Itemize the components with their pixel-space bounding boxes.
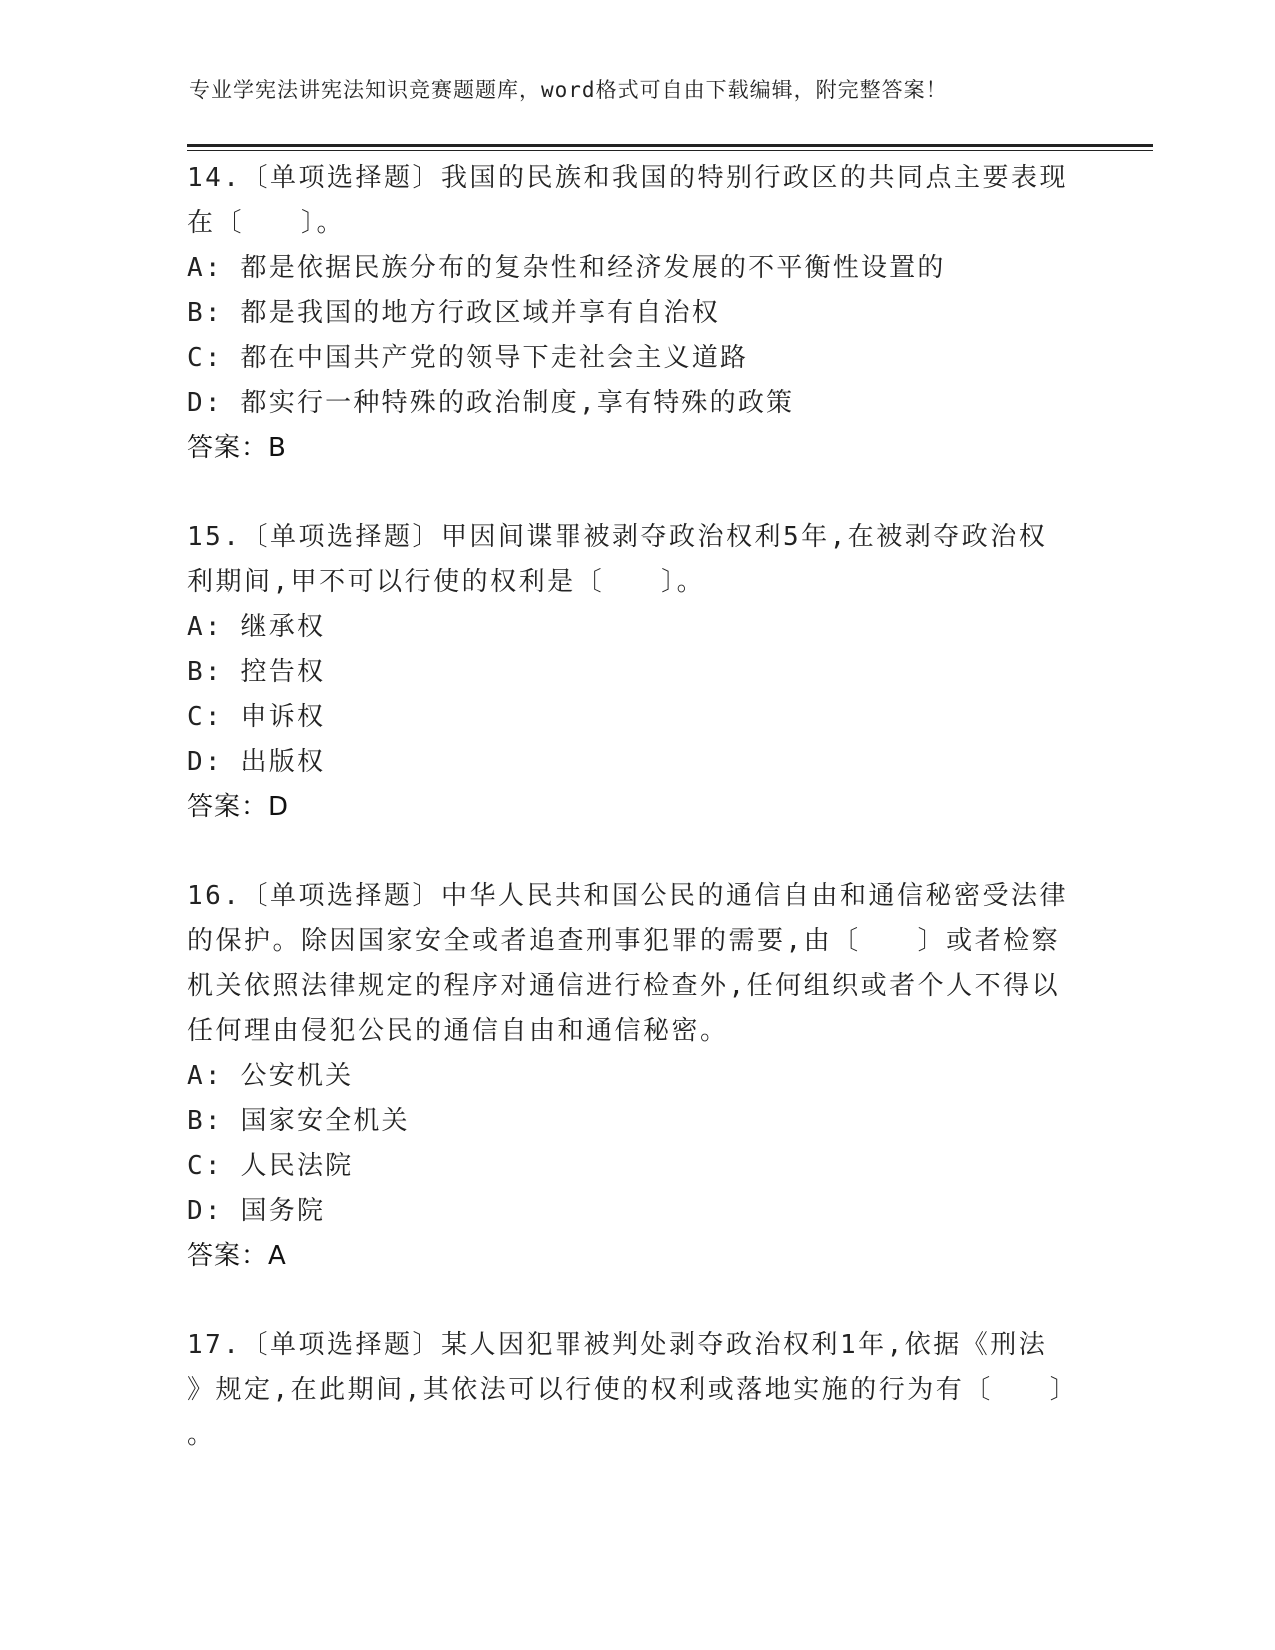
- option-d: D: 出版权: [187, 747, 326, 777]
- stem-line: 17.〔单项选择题〕某人因犯罪被判处剥夺政治权利1年,依据《刑法: [187, 1330, 1048, 1360]
- option-c: C: 都在中国共产党的领导下走社会主义道路: [187, 343, 749, 373]
- question-list: [187, 156, 1087, 1502]
- header-rule-thick: [187, 144, 1153, 147]
- option-a: A: 都是依据民族分布的复杂性和经济发展的不平衡性设置的: [187, 253, 946, 283]
- question-stem: [187, 874, 1087, 1054]
- answer-label: 答案：A: [187, 1241, 287, 1271]
- stem-line: 15.〔单项选择题〕甲因间谍罪被剥夺政治权利5年,在被剥夺政治权: [187, 522, 1048, 552]
- stem-line: 》规定,在此期间,其依法可以行使的权利或落地实施的行为有〔 〕: [187, 1375, 1079, 1405]
- stem-line: 16.〔单项选择题〕中华人民共和国公民的通信自由和通信秘密受法律: [187, 881, 1068, 911]
- stem-line: 任何理由侵犯公民的通信自由和通信秘密。: [187, 1016, 729, 1046]
- option-b: B: 国家安全机关: [187, 1106, 410, 1136]
- stem-line: 14.〔单项选择题〕我国的民族和我国的特别行政区的共同点主要表现: [187, 163, 1068, 193]
- page-header: 专业学宪法讲宪法知识竞赛题题库，word格式可自由下载编辑，附完整答案！: [189, 78, 948, 102]
- question-16: [187, 874, 1087, 1279]
- stem-line: 在〔 〕。: [187, 208, 346, 238]
- question-17: [187, 1323, 1087, 1458]
- stem-line: 利期间,甲不可以行使的权利是〔 〕。: [187, 567, 706, 597]
- stem-line: 机关依照法律规定的程序对通信进行检查外,任何组织或者个人不得以: [187, 971, 1061, 1001]
- question-15: [187, 515, 1087, 830]
- question-stem: [187, 1323, 1087, 1458]
- option-d: D: 都实行一种特殊的政治制度,享有特殊的政策: [187, 388, 795, 418]
- question-stem: [187, 156, 1087, 246]
- answer-label: 答案：B: [187, 433, 287, 463]
- option-d: D: 国务院: [187, 1196, 326, 1226]
- option-b: B: 都是我国的地方行政区域并享有自治权: [187, 298, 720, 328]
- question-stem: [187, 515, 1087, 605]
- option-a: A: 公安机关: [187, 1061, 354, 1091]
- stem-line: 的保护。除因国家安全或者追查刑事犯罪的需要,由〔 〕或者检察: [187, 926, 1061, 956]
- option-c: C: 人民法院: [187, 1151, 354, 1181]
- option-b: B: 控告权: [187, 657, 326, 687]
- question-14: [187, 156, 1087, 471]
- header-rule-thin: [187, 150, 1153, 151]
- answer-label: 答案：D: [187, 792, 290, 822]
- option-a: A: 继承权: [187, 612, 326, 642]
- stem-line: 。: [187, 1420, 216, 1450]
- option-c: C: 申诉权: [187, 702, 326, 732]
